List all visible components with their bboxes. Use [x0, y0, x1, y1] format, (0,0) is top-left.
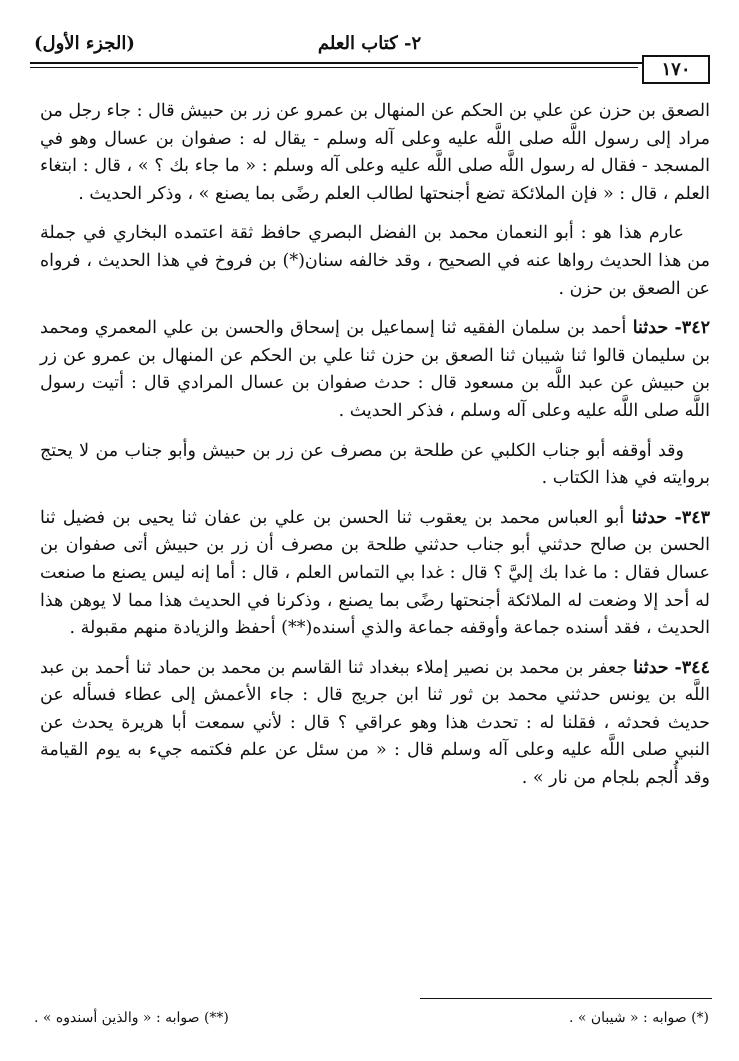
hadith-number: ٣٤٤-: [674, 657, 710, 678]
paragraph-text: وقد أوقفه أبو جناب الكلبي عن طلحة بن مصرف عن زر بن حبيش وأبو جناب من لا يحتج بروايته في هذا الكتاب .: [40, 440, 710, 489]
hadith-keyword: حدثنا: [633, 657, 669, 678]
footnote-first: (*) صوابه : « شيبان » .: [568, 1010, 709, 1026]
paragraph-text: عارم هذا هو : أبو النعمان محمد بن الفضل البصري حافظ ثقة اعتمده البخاري في جملة من هذا الحديث رواها عنه في الصحيح ، وقد خالفه سنان(*) بن فروخ في هذا الحديث ، فرواه عن الصعق بن حزن .: [40, 223, 710, 299]
footnote-second: (**) صوابه : « والذين أسندوه » .: [34, 1010, 229, 1026]
page-number: ١٧٠: [642, 55, 710, 84]
volume-label: (الجزء الأول): [34, 33, 135, 54]
paragraph: [40, 438, 710, 493]
hadith-number: ٣٤٢-: [674, 318, 710, 339]
footnote-rule: [420, 998, 712, 999]
paragraph-text: أحمد بن سلمان الفقيه ثنا إسماعيل بن إسحاق والحسن بن علي المعمري ومحمد بن سليمان قالوا ثنا شيبان ثنا الصعق بن حزن ثنا علي بن الحكم عن المنهال بن عمرو عن زر بن حبيش عن عبد اللَّه بن مسعود قال : حدث صفوان بن عسال المرادي قال : أتيت رسول اللَّه صلى اللَّه عليه وعلى آله وسلم ، فذكر الحديث .: [40, 318, 710, 421]
header-rule-thin: [30, 67, 638, 68]
hadith-number: ٣٤٣-: [674, 507, 710, 528]
main-text: [40, 98, 710, 805]
chapter-title: ٢- كتاب العلم: [317, 33, 422, 54]
paragraph-text: الصعق بن حزن عن علي بن الحكم عن المنهال بن عمرو عن زر بن حبيش قال : جاء رجل من مراد إلى رسول اللَّه صلى اللَّه عليه وعلى آله وسلم - يقال له : صفوان بن عسال وهو في المسجد - فقال له رسول اللَّه صلى اللَّه عليه وعلى آله وسلم : « ما جاء بك ؟ » ، قال : ابتغاء العلم ، قال : « فإن الملائكة تضع أجنحتها لطالب العلم رضًى بما يصنع » ، وذكر الحديث .: [40, 101, 710, 204]
hadith-keyword: حدثنا: [631, 507, 668, 528]
hadith-entry: [40, 655, 710, 793]
header-rule: [30, 62, 708, 64]
paragraph: [40, 98, 710, 208]
hadith-entry: [40, 315, 710, 425]
paragraph-text: أبو العباس محمد بن يعقوب ثنا الحسن بن علي بن عفان ثنا يحيى بن فضيل ثنا الحسن بن صالح حدثني أبو جناب حدثني طلحة بن مصرف أن زر بن حبيش أتى صفوان بن عسال فقال : ما غدا بك إليَّ ؟ قال : غدا بي التماس العلم ، قال : أما إنه ليس يصنع ما صنعت له أحد إلا وضعت له الملائكة أجنحتها رضًى بما يصنع ، وذكرنا في الحديث هذا مما لا يوهن هذا الحديث ، فقد أسنده جماعة وأوقفه جماعة والذي أسنده(**) أحفظ والزيادة منهم مقبولة .: [40, 507, 710, 639]
hadith-keyword: حدثنا: [632, 318, 669, 339]
hadith-entry: [40, 505, 710, 643]
paragraph: [40, 220, 710, 303]
paragraph-text: جعفر بن محمد بن نصير إملاء ببغداد ثنا القاسم بن محمد بن حماد ثنا أحمد بن عبد اللَّه بن يونس حدثني محمد بن ثور ثنا ابن جريج قال : جاء الأعمش إلى عطاء فسأله عن حديث فحدثه ، فقلنا له : تحدث هذا وهو عراقي ؟ قال : لأني سمعت أبا هريرة يحدث عن النبي صلى اللَّه عليه وعلى آله وسلم قال : « من سئل عن علم فكتمه جيء به يوم القيامة وقد أُلجم بلجام من نار » .: [40, 657, 710, 789]
